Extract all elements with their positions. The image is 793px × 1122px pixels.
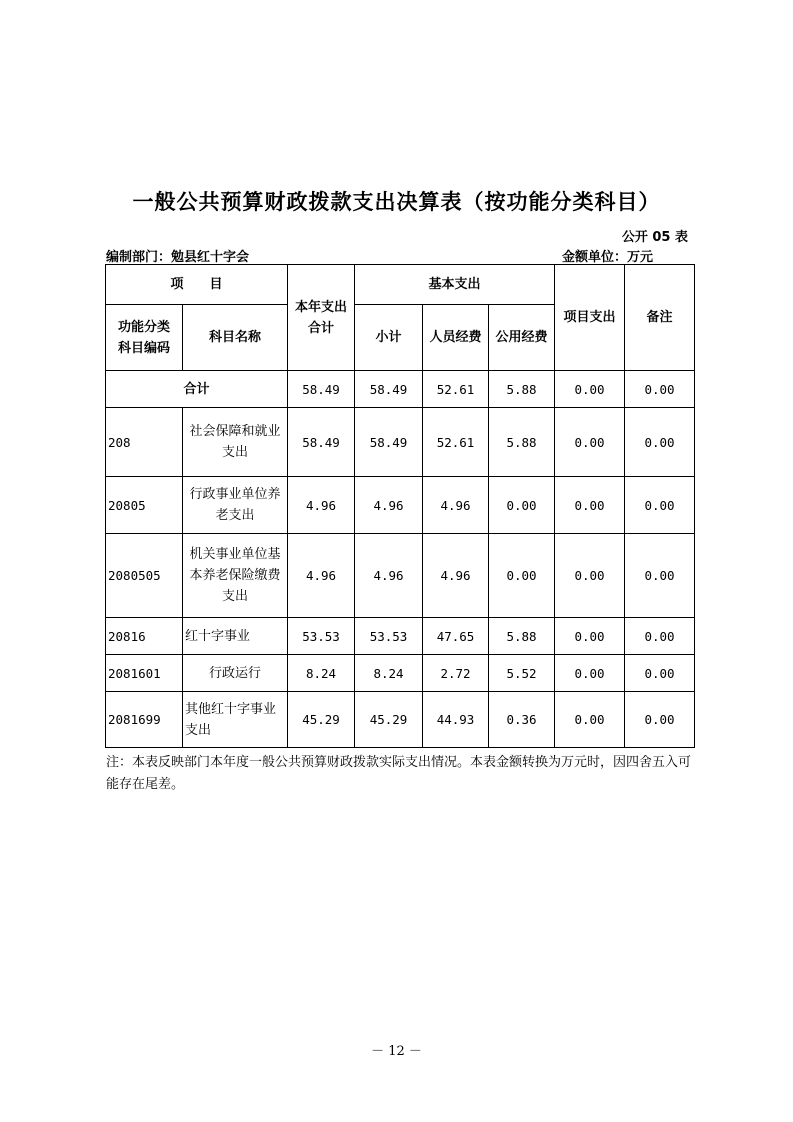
cell-total: 4.96 [288, 534, 355, 618]
cell-name: 机关事业单位基本养老保险缴费支出 [183, 534, 288, 618]
cell-project: 0.00 [555, 371, 625, 408]
cell-subtotal: 4.96 [355, 534, 423, 618]
cell-remark: 0.00 [625, 618, 695, 655]
header-remark: 备注 [625, 265, 695, 371]
cell-subtotal: 58.49 [355, 371, 423, 408]
page-number: － 12 － [371, 1044, 422, 1059]
cell-code: 2081699 [106, 692, 183, 748]
cell-code: 208 [106, 408, 183, 477]
cell-project: 0.00 [555, 618, 625, 655]
cell-public: 5.88 [489, 371, 555, 408]
header-personnel: 人员经费 [423, 305, 489, 371]
cell-name: 行政运行 [183, 655, 288, 692]
cell-remark: 0.00 [625, 655, 695, 692]
cell-total: 58.49 [288, 371, 355, 408]
cell-personnel: 2.72 [423, 655, 489, 692]
cell-code: 2080505 [106, 534, 183, 618]
unit-label: 金额单位：万元 [561, 250, 653, 265]
cell-personnel: 44.93 [423, 692, 489, 748]
cell-code: 20805 [106, 477, 183, 534]
table-row [106, 534, 695, 618]
cell-public: 0.00 [489, 534, 555, 618]
cell-subtotal: 58.49 [355, 408, 423, 477]
cell-project: 0.00 [555, 655, 625, 692]
header-subject-name: 科目名称 [183, 305, 288, 371]
header-total-expense: 本年支出 合计 [288, 265, 355, 371]
cell-name: 其他红十字事业支出 [183, 692, 288, 748]
cell-project: 0.00 [555, 692, 625, 748]
cell-personnel: 52.61 [423, 371, 489, 408]
cell-total: 8.24 [288, 655, 355, 692]
cell-subtotal: 8.24 [355, 655, 423, 692]
footnote: 注：本表反映部门本年度一般公共预算财政拨款实际支出情况。本表金额转换为万元时，因四舍五入可能存在尾差。 [106, 755, 692, 792]
cell-public: 5.52 [489, 655, 555, 692]
cell-public: 5.88 [489, 408, 555, 477]
cell-project: 0.00 [555, 477, 625, 534]
header-func-code: 功能分类 科目编码 [106, 305, 183, 371]
cell-personnel: 4.96 [423, 477, 489, 534]
cell-name: 行政事业单位养老支出 [183, 477, 288, 534]
department-label: 编制部门：勉县红十字会 [106, 250, 250, 265]
table-row [106, 655, 695, 692]
header-public-funds: 公用经费 [489, 305, 555, 371]
header-project-expense: 项目支出 [555, 265, 625, 371]
cell-subtotal: 4.96 [355, 477, 423, 534]
cell-remark: 0.00 [625, 534, 695, 618]
cell-public: 0.36 [489, 692, 555, 748]
cell-remark: 0.00 [625, 408, 695, 477]
cell-name: 社会保障和就业支出 [183, 408, 288, 477]
cell-code: 2081601 [106, 655, 183, 692]
cell-project: 0.00 [555, 534, 625, 618]
cell-public: 0.00 [489, 477, 555, 534]
cell-remark: 0.00 [625, 692, 695, 748]
cell-subtotal: 45.29 [355, 692, 423, 748]
header-subtotal: 小计 [355, 305, 423, 371]
total-label: 合计 [106, 371, 288, 408]
cell-personnel: 52.61 [423, 408, 489, 477]
cell-personnel: 4.96 [423, 534, 489, 618]
header-basic-expense: 基本支出 [355, 265, 555, 305]
table-row [106, 477, 695, 534]
total-row [106, 371, 695, 408]
cell-total: 4.96 [288, 477, 355, 534]
cell-public: 5.88 [489, 618, 555, 655]
form-code: 公开 05 表 [621, 230, 688, 245]
cell-remark: 0.00 [625, 477, 695, 534]
table-row [106, 618, 695, 655]
cell-project: 0.00 [555, 408, 625, 477]
table-row [106, 408, 695, 477]
cell-total: 53.53 [288, 618, 355, 655]
cell-personnel: 47.65 [423, 618, 489, 655]
cell-remark: 0.00 [625, 371, 695, 408]
cell-total: 58.49 [288, 408, 355, 477]
table-row [106, 692, 695, 748]
header-item: 项 目 [106, 265, 288, 305]
page-title: 一般公共预算财政拨款支出决算表（按功能分类科目） [132, 190, 661, 214]
cell-code: 20816 [106, 618, 183, 655]
cell-total: 45.29 [288, 692, 355, 748]
cell-subtotal: 53.53 [355, 618, 423, 655]
expense-table [105, 264, 695, 748]
cell-name: 红十字事业 [183, 618, 288, 655]
